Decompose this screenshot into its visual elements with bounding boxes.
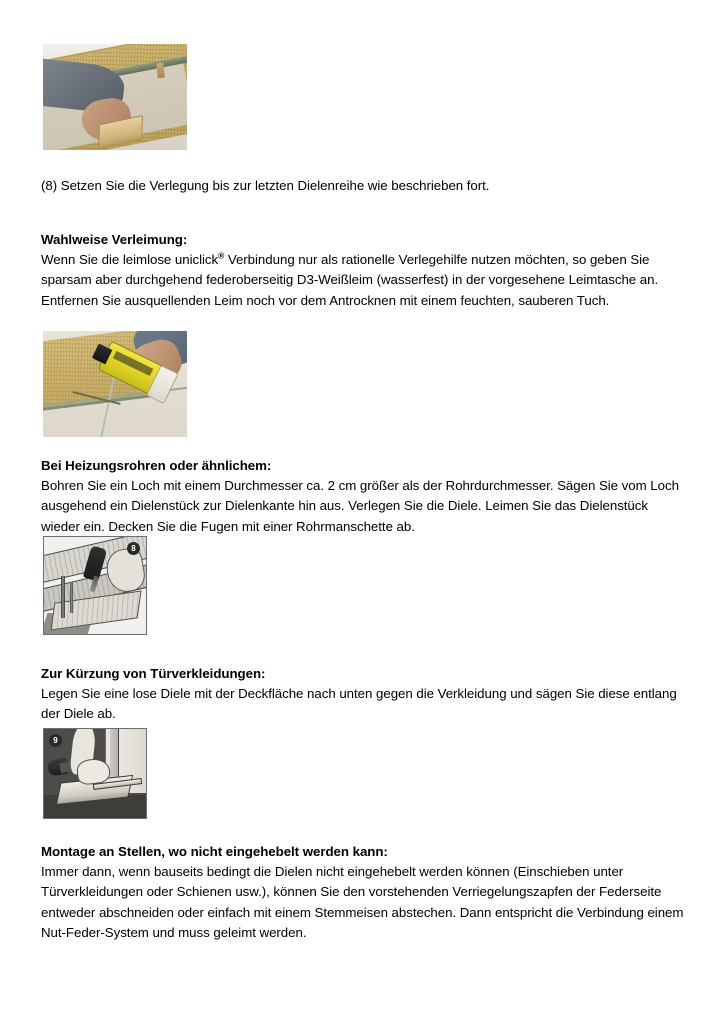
section-glue-heading: Wahlweise Verleimung:	[41, 232, 188, 247]
spacer-wedge	[156, 63, 165, 78]
glue-application-photo	[43, 331, 187, 437]
section-pipes-heading: Bei Heizungsrohren oder ähnlichem:	[41, 458, 272, 473]
figure-number-badge: 9	[49, 734, 62, 747]
heating-pipe-2	[70, 582, 73, 613]
step-8-text: (8) Setzen Sie die Verlegung bis zur letzten Dielenreihe wie beschrieben fort.	[41, 178, 490, 193]
section-glue-body	[41, 250, 689, 311]
door-casing-drawing	[44, 729, 146, 818]
section-pipes-body: Bohren Sie ein Loch mit einem Durchmesser ca. 2 cm größer als der Rohrdurchmesser. Sägen Sie vom Loch ausgehend ein Dielenstück zur Dielenkante hin aus. Verlegen Sie die Diele. Leimen Sie das Dielenstück wieder ein. Decken Sie die Fugen mit einer Rohrmanschette ab.	[41, 478, 679, 534]
heating-pipe-1	[61, 576, 65, 619]
section-glue	[41, 230, 689, 311]
registered-trademark-icon: ®	[218, 250, 225, 261]
section-pipes	[41, 456, 689, 537]
figure-glue-application	[43, 331, 187, 437]
section-glue-body-part2: Verbindung nur als rationelle Verlegehilfe nutzen möchten, so geben Sie sparsam aber durchgehend federoberseitig D3-Weißleim (wasserfest) in der vorgesehene Leimtasche an. Entfernen Sie ausquellenden Leim noch vor dem Antrocknen mit einem feuchten, sauberen Tuch.	[41, 252, 659, 308]
section-montage	[41, 842, 689, 943]
figure-number-badge: 8	[127, 542, 140, 555]
step-8-block	[41, 176, 689, 196]
heating-pipe-drawing	[44, 537, 146, 634]
figure-tapping-block	[43, 44, 187, 150]
tapping-block-photo	[43, 44, 187, 150]
section-montage-heading: Montage an Stellen, wo nicht eingehebelt werden kann:	[41, 844, 388, 859]
figure-heating-pipe	[43, 536, 147, 635]
section-door-body: Legen Sie eine lose Diele mit der Deckfläche nach unten gegen die Verkleidung und sägen Sie diese entlang der Diele ab.	[41, 686, 677, 722]
figure-door-casing	[43, 728, 147, 819]
section-glue-body-part1: Wenn Sie die leimlose uniclick	[41, 252, 219, 268]
section-montage-body: Immer dann, wenn bauseits bedingt die Dielen nicht eingehebelt werden können (Einschieben unter Türverkleidungen oder Schienen usw.), können Sie den vorstehenden Verriegelungszapfen der Federseite entweder abschneiden oder einfach mit einem Stemmeisen abstechen. Dann entspricht die Verbindung einem Nut-Feder-System und muss geleimt werden.	[41, 864, 684, 940]
section-door-heading: Zur Kürzung von Türverkleidungen:	[41, 666, 266, 681]
section-door	[41, 664, 689, 725]
